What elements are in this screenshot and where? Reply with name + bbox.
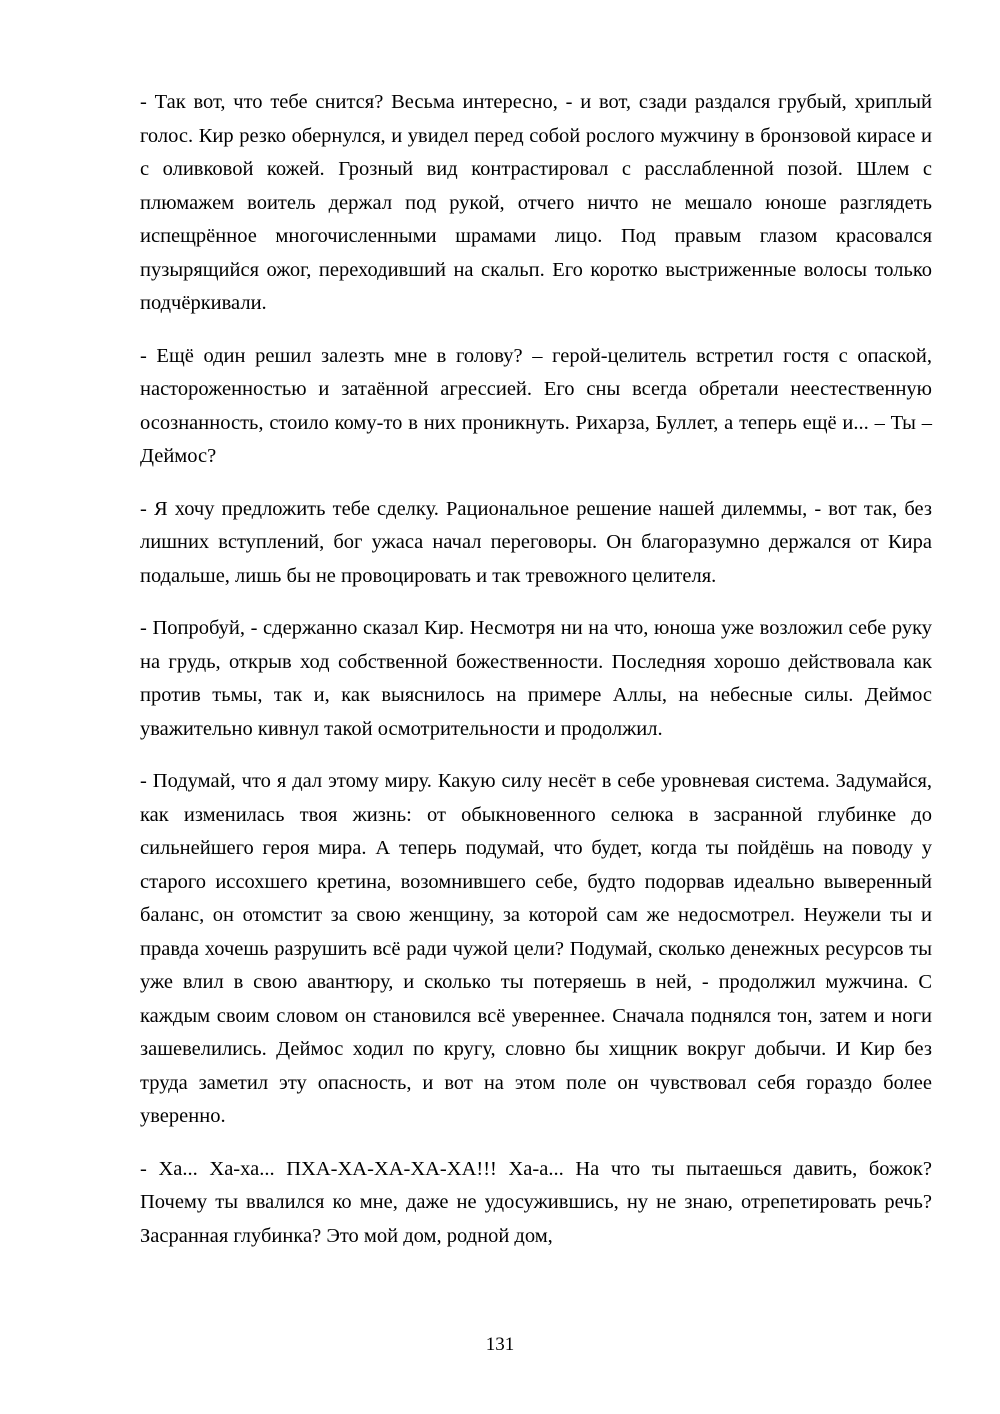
page-body	[140, 86, 932, 1253]
paragraph: - Подумай, что я дал этому миру. Какую силу несёт в себе уровневая система. Задумайся, как изменилась твоя жизнь: от обыкновенного селюка в засранной глубинке до сильнейшего героя мира. А теперь подумай, что будет, когда ты пойдёшь на поводу у старого иссохшего кретина, возомнившего себе, будто подорвав идеально выверенный баланс, он отомстит за свою женщину, за которой сам же недосмотрел. Неужели ты и правда хочешь разрушить всё ради чужой цели? Подумай, сколько денежных ресурсов ты уже влил в свою авантюру, и сколько ты потеряешь в ней, - продолжил мужчина. С каждым своим словом он становился всё увереннее. Сначала поднялся тон, затем и ноги зашевелились. Деймос ходил по кругу, словно бы хищник вокруг добычи. И Кир без труда заметил эту опасность, и вот на этом поле он чувствовал себя гораздо более уверенно.	[140, 770, 932, 1127]
paragraph: - Попробуй, - сдержанно сказал Кир. Несмотря ни на что, юноша уже возложил себе руку на грудь, открыв ход собственной божественности. Последняя хорошо действовала как против тьмы, так и, как выяснилось на примере Аллы, на небесные силы. Деймос уважительно кивнул такой осмотрительности и продолжил.	[140, 617, 932, 740]
paragraph: - Так вот, что тебе снится? Весьма интересно, - и вот, сзади раздался грубый, хриплый голос. Кир резко обернулся, и увидел перед собой рослого мужчину в бронзовой кирасе и с оливковой кожей. Грозный вид контрастировал с расслабленной позой. Шлем с плюмажем воитель держал под рукой, отчего ничто не мешало юноше разглядеть испещрённое многочисленными шрамами лицо. Под правым глазом красовался пузырящийся ожог, переходивший на скальп. Его коротко выстриженные волосы только подчёркивали.	[140, 91, 932, 314]
paragraph: - Я хочу предложить тебе сделку. Рациональное решение нашей дилеммы, - вот так, без лишних вступлений, бог ужаса начал переговоры. Он благоразумно держался от Кира подальше, лишь бы не провоцировать и так тревожного целителя.	[140, 497, 932, 587]
paragraph: - Ха... Ха-ха... ПХА-ХА-ХА-ХА-ХА!!! Ха-а... На что ты пытаешься давить, божок? Почему ты ввалился ко мне, даже не удосужившись, ну не знаю, отрепетировать речь? Засранная глубинка? Это мой дом, родной дом,	[140, 1157, 932, 1247]
paragraph: - Ещё один решил залезть мне в голову? – герой-целитель встретил гостя с опаской, настороженностью и затаённой агрессией. Его сны всегда обретали неестественную осознанность, стоило кому-то в них проникнуть. Рихарза, Буллет, а теперь ещё и... – Ты – Деймос?	[140, 344, 932, 467]
page-number: 131	[485, 1334, 515, 1355]
